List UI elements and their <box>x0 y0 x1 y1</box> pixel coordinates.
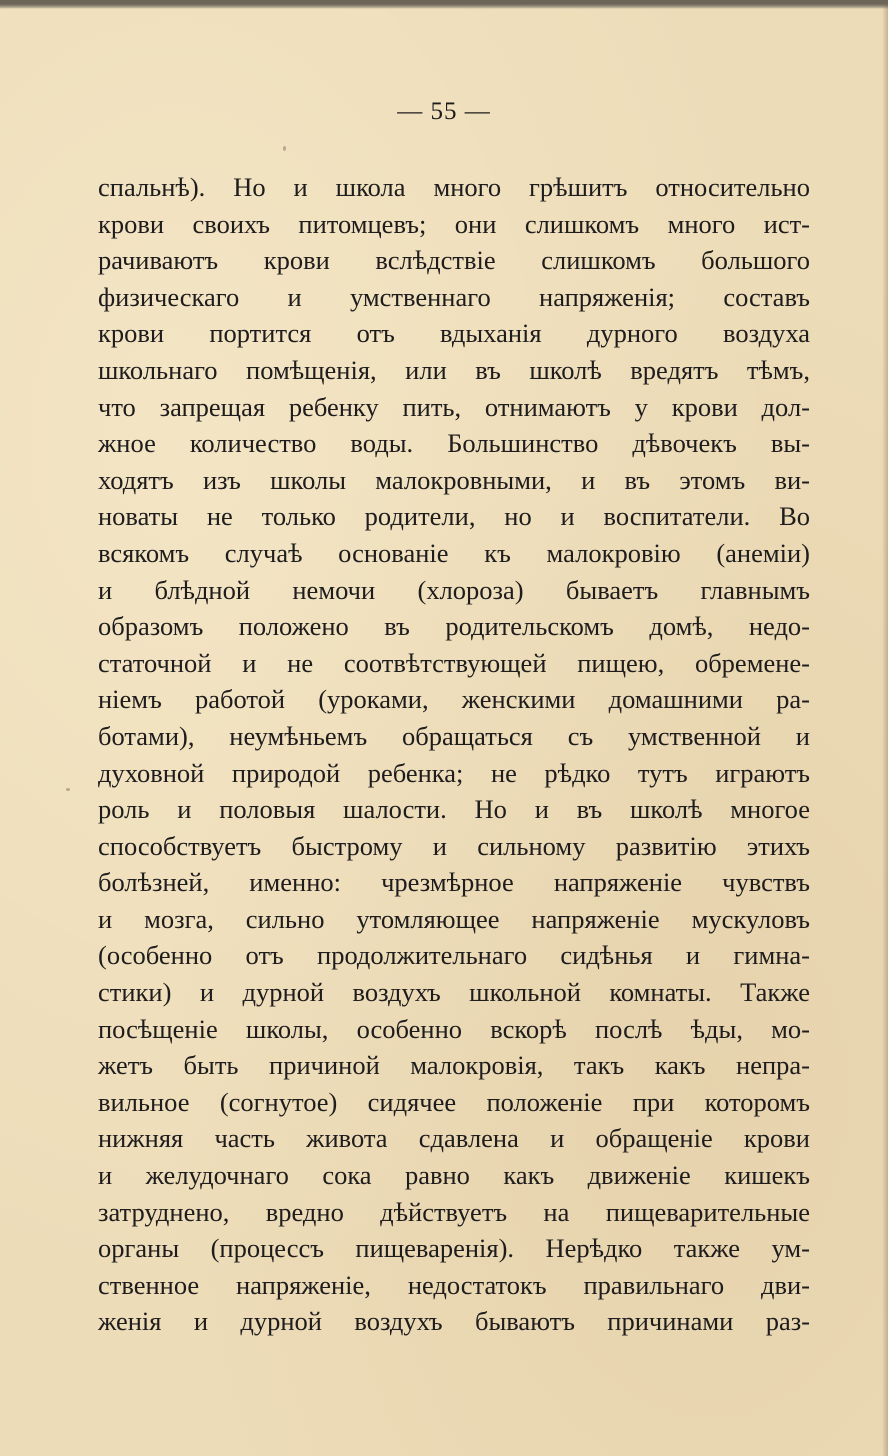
body-text <box>98 169 810 1340</box>
text-line: спальнѣ). Но и школа много грѣшитъ относительно <box>98 172 810 202</box>
text-line: и мозга, сильно утомляющее напряженіе мускуловъ <box>98 903 810 934</box>
text-line: духовной природой ребенка; не рѣдко тутъ играютъ <box>98 757 810 788</box>
text-line: ственное напряженіе, недостатокъ правильнаго дви- <box>98 1269 810 1300</box>
text-line: что запрещая ребенку пить, отнимаютъ у крови дол- <box>98 391 810 422</box>
text-line: и желудочнаго сока равно какъ движеніе кишекъ <box>98 1160 810 1191</box>
paper-speck <box>66 788 70 791</box>
text-line: образомъ положено въ родительскомъ домѣ, недо- <box>98 611 810 642</box>
text-line: затруднено, вредно дѣйствуетъ на пищеварительные <box>98 1196 810 1227</box>
text-line: посѣщеніе школы, особенно вскорѣ послѣ ѣды, мо- <box>98 1013 810 1044</box>
page-number: — 55 — <box>397 98 491 125</box>
text-line: жное количество воды. Большинство дѣвочекъ вы- <box>98 428 810 459</box>
page-top-edge <box>0 0 888 9</box>
text-line: женія и дурной воздухъ бываютъ причинами раз- <box>98 1306 810 1337</box>
text-line: новаты не только родители, но и воспитатели. Во <box>98 501 810 532</box>
text-line: жетъ быть причиной малокровія, такъ какъ непра- <box>98 1050 810 1081</box>
text-line: крови портится отъ вдыханія дурного воздуха <box>98 318 810 349</box>
text-line: (особенно отъ продолжительнаго сидѣнья и гимна- <box>98 940 810 971</box>
text-line: школьнаго помѣщенія, или въ школѣ вредятъ тѣмъ, <box>98 354 810 385</box>
page-right-edge <box>882 0 888 1456</box>
text-line: всякомъ случаѣ основаніе къ малокровію (анеміи) <box>98 537 810 568</box>
text-line: стики) и дурной воздухъ школьной комнаты. Также <box>98 977 810 1008</box>
text-line: органы (процессъ пищеваренія). Нерѣдко также ум- <box>98 1233 810 1264</box>
text-line: нижняя часть живота сдавлена и обращеніе крови <box>98 1123 810 1154</box>
text-line: ніемъ работой (уроками, женскими домашними ра- <box>98 684 810 715</box>
text-line: вильное (согнутое) сидячее положеніе при которомъ <box>98 1086 810 1117</box>
text-line: болѣзней, именно: чрезмѣрное напряженіе чувствъ <box>98 867 810 898</box>
text-line: роль и половыя шалости. Но и въ школѣ многое <box>98 794 810 825</box>
text-line: физическаго и умственнаго напряженія; составъ <box>98 281 810 312</box>
text-line: рачиваютъ крови вслѣдствіе слишкомъ большого <box>98 245 810 276</box>
text-line: ходятъ изъ школы малокровными, и въ этомъ ви- <box>98 464 810 495</box>
text-line: и блѣдной немочи (хлороза) бываетъ главнымъ <box>98 574 810 605</box>
paper-speck <box>283 146 286 151</box>
text-line: ботами), неумѣньемъ обращаться съ умственной и <box>98 720 810 751</box>
text-line: крови своихъ питомцевъ; они слишкомъ много ист- <box>98 208 810 239</box>
text-line: способствуетъ быстрому и сильному развитію этихъ <box>98 830 810 861</box>
text-line: статочной и не соотвѣтствующей пищею, обремене- <box>98 647 810 678</box>
